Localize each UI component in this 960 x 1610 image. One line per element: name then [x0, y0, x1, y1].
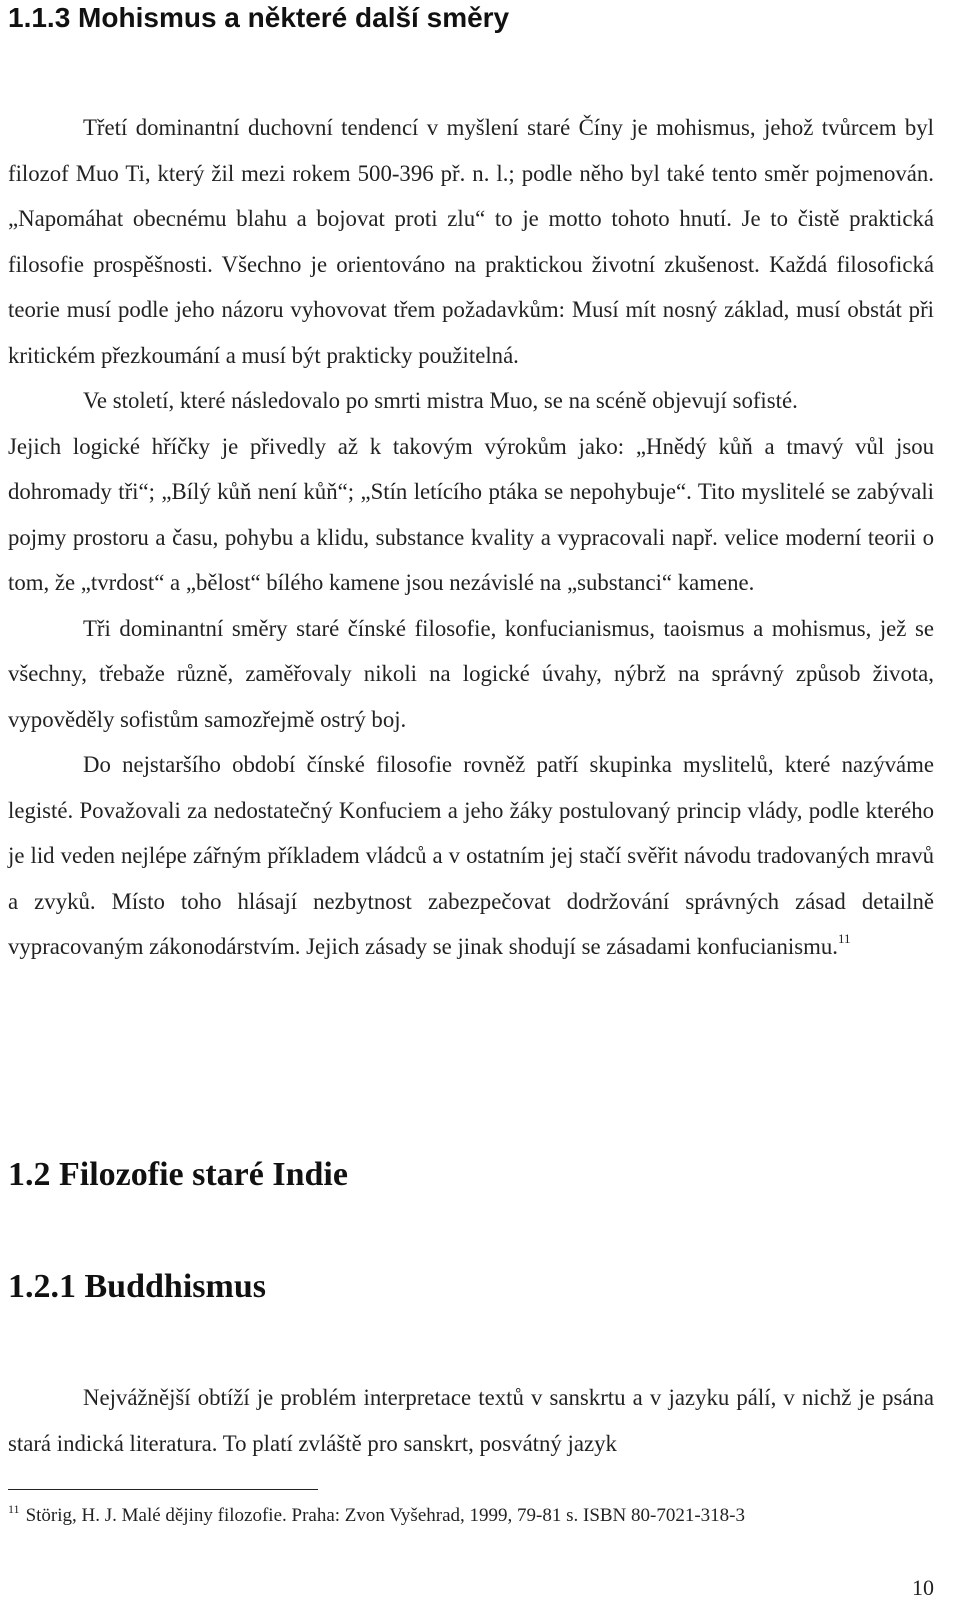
paragraph-legiste-text: Do nejstaršího období čínské filosofie rovněž patří skupinka myslitelů, které nazýváme legisté. Považovali za nedostatečný Konfuciem a jeho žáky postulovaný princip vlády, podle kterého je lid veden nejlépe zářným příkladem vládců a v ostatním jej stačí svěřit návodu tradovaných mravů a zvyků. Místo toho hlásají nezbytnost zabezpečovat dodržování správných zásad detailně vypracovaným zákonodárstvím. Jejich zásady se jinak shodují se zásadami konfucianismu. — [8, 752, 934, 959]
section-body-buddhismus — [8, 1375, 934, 1466]
page-number: 10 — [912, 1575, 934, 1600]
footnote-reference[interactable]: 11 — [837, 931, 851, 946]
section-body-mohismus — [8, 105, 934, 970]
section-heading-mohismus: 1.1.3 Mohismus a některé další směry — [8, 2, 510, 33]
section-heading-indie: 1.2 Filozofie staré Indie — [8, 1156, 348, 1193]
footnote-divider — [8, 1489, 318, 1490]
paragraph-legiste — [8, 742, 934, 970]
paragraph-sofiste: Ve století, které následovalo po smrti mistra Muo, se na scéně objevují sofisté. — [83, 388, 798, 413]
footnote-text: Störig, H. J. Malé dějiny filozofie. Praha: Zvon Vyšehrad, 1999, 79-81 s. ISBN 80-7021-318-3 — [25, 1505, 746, 1526]
footnote-mark: 11 — [8, 1502, 20, 1516]
section-heading-buddhismus: 1.2.1 Buddhismus — [8, 1268, 266, 1305]
paragraph-three-directions: Tři dominantní směry staré čínské filosofie, konfucianismus, taoismus a mohismus, jež se všechny, třebaže různě, zaměřovaly nikoli na logické úvahy, nýbrž na správný způsob života, vypověděly sofistům samozřejmě ostrý boj. — [8, 615, 934, 732]
footnote — [8, 1496, 745, 1529]
paragraph-sofiste-paradoxes: Jejich logické hříčky je přivedly až k takovým výrokům jako: „Hnědý kůň a tmavý vůl jsou dohromady tři“; „Bílý kůň není kůň“; „Stín letícího ptáka se nepohybuje“. Tito myslitelé se zabývali pojmy prostoru a času, pohybu a klidu, substance kvality a vypracovali např. velice moderní teorii o tom, že „tvrdost“ a „bělost“ bílého kamene jsou nezávislé na „substanci“ kamene. — [8, 433, 934, 595]
paragraph-buddhismus: Nejvážnější obtíží je problém interpretace textů v sanskrtu a v jazyku pálí, v nichž je psána stará indická literatura. To platí zvláště pro sanskrt, posvátný jazyk — [8, 1385, 934, 1456]
paragraph-mohismus-intro: Třetí dominantní duchovní tendencí v myšlení staré Číny je mohismus, jehož tvůrcem byl filozof Muo Ti, který žil mezi rokem 500-396 př. n. l.; podle něho byl také tento směr pojmenován. „Napomáhat obecnému blahu a bojovat proti zlu“ to je motto tohoto hnutí. Je to čistě praktická filosofie prospěšnosti. Všechno je orientováno na praktickou životní zkušenost. Každá filosofická teorie musí podle jeho názoru vyhovovat třem požadavkům: Musí mít nosný základ, musí obstát při kritickém přezkoumání a musí být prakticky použitelná. — [8, 115, 934, 368]
